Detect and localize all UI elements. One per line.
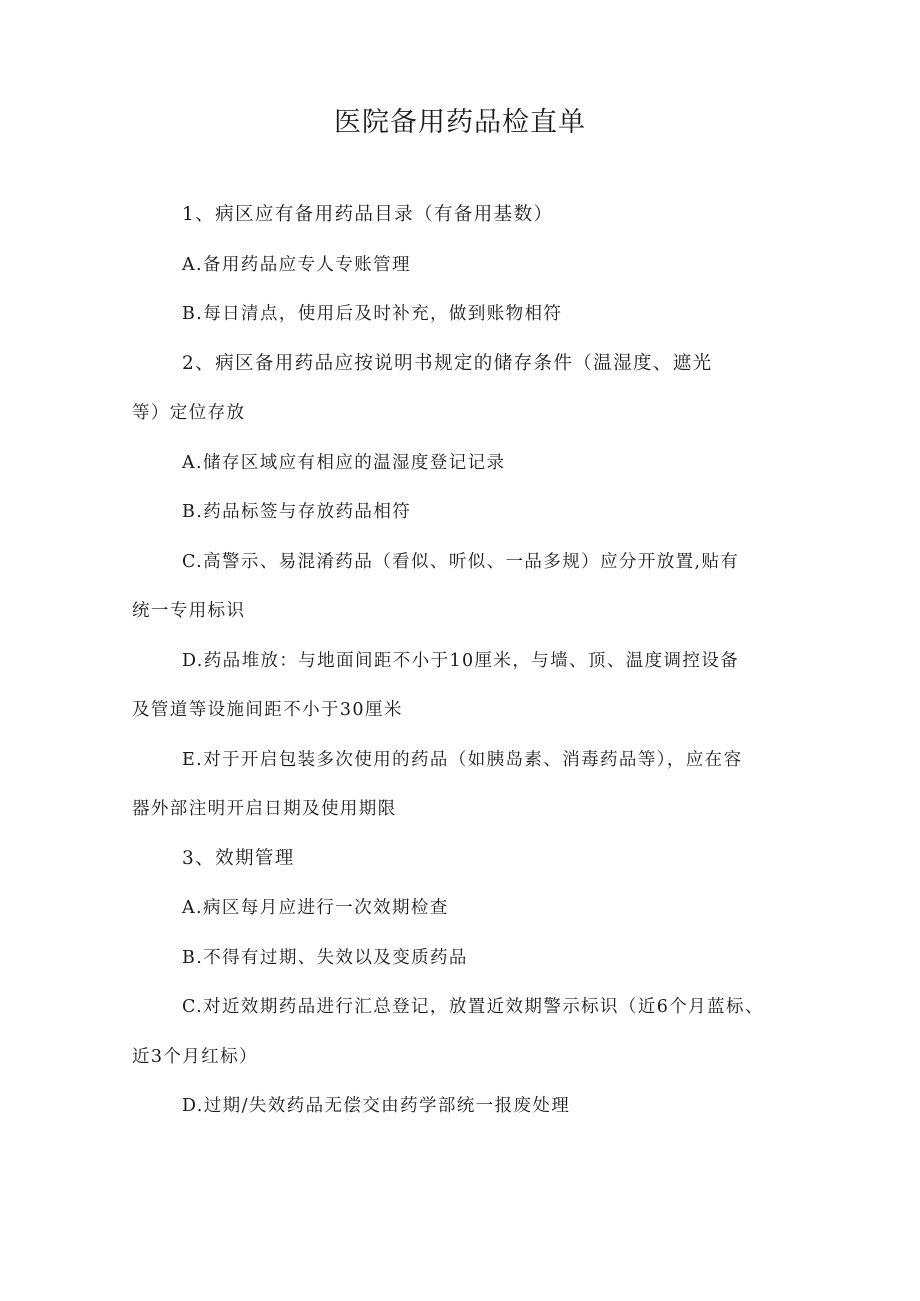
paragraph-line: B.每日清点，使用后及时补充，做到账物相符 [182, 304, 563, 324]
paragraph-line: 统一专用标识 [132, 601, 246, 621]
paragraph-line: D.过期/失效药品无偿交由药学部统一报废处理 [182, 1096, 571, 1116]
paragraph-line: A.病区每月应进行一次效期检查 [182, 898, 449, 918]
paragraph-line: 器外部注明开启日期及使用期限 [132, 799, 397, 819]
paragraph-line: C.高警示、易混淆药品（看似、听似、一品多规）应分开放置,贴有 [182, 551, 740, 572]
section-heading: 3、效期管理 [182, 847, 295, 869]
document-title: 医院备用药品检直单 [334, 107, 586, 138]
paragraph-line: D.药品堆放：与地面间距不小于10厘米，与墙、顶、温度调控设备 [182, 650, 740, 671]
paragraph-line: 及管道等设施间距不小于30厘米 [132, 700, 403, 720]
document-body [132, 200, 812, 1141]
paragraph-line: 等）定位存放 [132, 403, 246, 423]
paragraph-line: C.对近效期药品进行汇总登记，放置近效期警示标识（近6个月蓝标、 [182, 997, 764, 1017]
section-heading: 2、病区备用药品应按说明书规定的储存条件（温湿度、遮光 [182, 352, 713, 374]
paragraph-line: A.储存区域应有相应的温湿度登记记录 [182, 452, 506, 473]
paragraph-line: A.备用药品应专人专账管理 [182, 254, 411, 275]
paragraph-line: 近3个月红标） [132, 1046, 258, 1067]
paragraph-line: B.不得有过期、失效以及变质药品 [182, 947, 468, 968]
paragraph-line: B.药品标签与存放药品相符 [182, 502, 412, 522]
paragraph-line: E.对于开启包装多次使用的药品（如胰岛素、消毒药品等），应在容 [182, 749, 743, 770]
section-heading: 1、病区应有备用药品目录（有备用基数） [182, 204, 554, 225]
